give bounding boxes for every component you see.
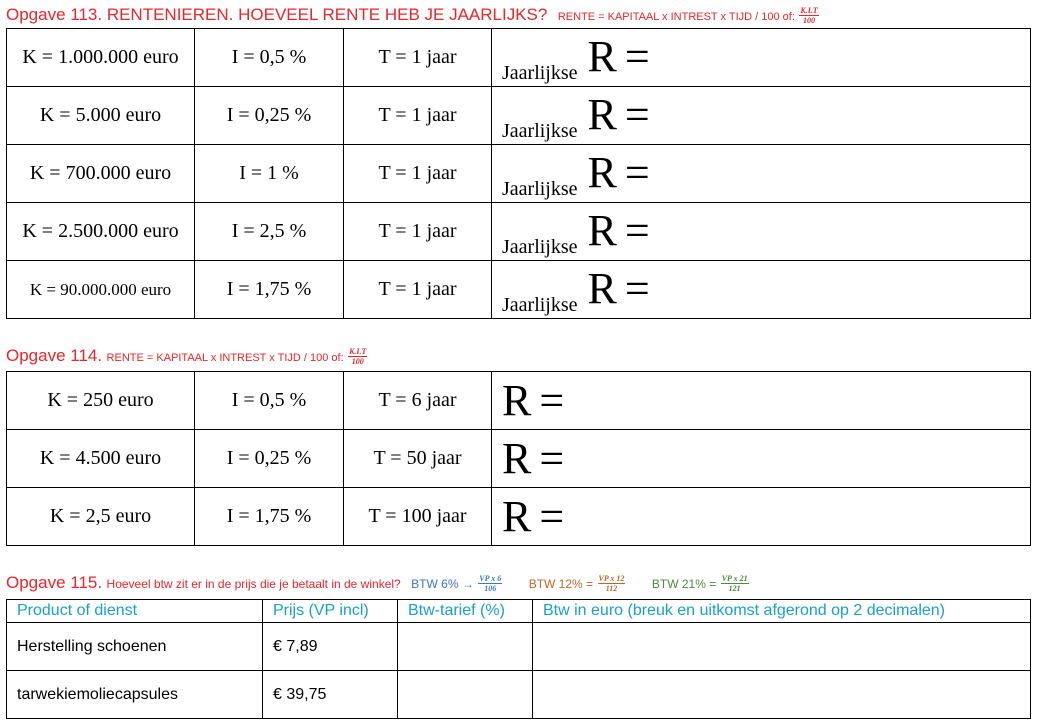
capital-cell: K = 700.000 euro [7,145,195,203]
ex114-formula: RENTE = KAPITAAL x INTREST x TIJD / 100 of: [106,352,344,364]
answer-cell[interactable] [492,87,1031,145]
answer-eq: = [624,31,650,81]
table-row [7,29,1031,87]
answer-r: R [587,263,617,313]
header-rate: Btw-tarief (%) [398,600,533,623]
btw21-num: VP x 21 [721,574,748,584]
rate-cell[interactable] [398,623,533,671]
table-row [7,203,1031,261]
time-cell: T = 100 jaar [344,488,492,546]
header-btw: Btw in euro (breuk en uitkomst afgerond op 2 decimalen) [533,600,1031,623]
table-row [7,671,1031,719]
table-row [7,372,1031,430]
answer-eq: = [624,263,650,313]
table-row [7,488,1031,546]
answer-r: R [502,492,532,541]
btw21-label: BTW 21% = [651,577,717,591]
ex113-title: Opgave 113. RENTENIEREN. HOEVEEL RENTE HEB JE JAARLIJKS? [6,5,548,24]
answer-eq: = [539,434,565,483]
btw6-den: 106 [484,584,497,594]
ex114-table [6,371,1031,546]
btw21-fraction [721,574,749,593]
table-row [7,261,1031,319]
interest-cell: I = 1,75 % [195,261,344,319]
ex114-header [6,346,367,366]
table-row [7,87,1031,145]
answer-cell[interactable] [492,145,1031,203]
capital-cell: K = 2.500.000 euro [7,203,195,261]
capital-cell: K = 5.000 euro [7,87,195,145]
btw12-label: BTW 12% = [528,577,594,591]
time-cell: T = 1 jaar [344,145,492,203]
answer-label: Jaarlijkse [502,235,578,258]
time-cell: T = 6 jaar [344,372,492,430]
capital-cell: K = 1.000.000 euro [7,29,195,87]
ex115-header [6,573,749,593]
interest-cell: I = 0,25 % [195,430,344,488]
ex115-question: Hoeveel btw zit er in de prijs die je betaalt in de winkel? [106,577,401,591]
ex115-title: Opgave 115. [6,573,103,592]
product-cell: tarwekiemoliecapsules [7,671,263,719]
capital-cell: K = 4.500 euro [7,430,195,488]
ex113-frac-den: 100 [803,16,816,26]
btw6-fraction [478,574,502,593]
answer-r: R [502,434,532,483]
price-cell: € 7,89 [263,623,398,671]
rate-cell[interactable] [398,671,533,719]
answer-eq: = [624,147,650,197]
ex115-table [6,599,1031,719]
ex113-header [6,5,819,25]
interest-cell: I = 0,5 % [195,372,344,430]
ex114-frac-den: 100 [351,357,364,367]
ex114-title: Opgave 114. [6,346,103,365]
answer-r: R [587,147,617,197]
btw12-fraction [598,574,626,593]
answer-r: R [587,205,617,255]
interest-cell: I = 2,5 % [195,203,344,261]
btw6-num: VP x 6 [479,574,502,584]
ex114-fraction [348,347,367,366]
price-cell: € 39,75 [263,671,398,719]
time-cell: T = 1 jaar [344,87,492,145]
btw-cell[interactable] [533,623,1031,671]
btw12-den: 112 [605,584,618,594]
product-cell: Herstelling schoenen [7,623,263,671]
answer-eq: = [539,492,565,541]
btw-cell[interactable] [533,671,1031,719]
answer-label: Jaarlijkse [502,61,578,84]
answer-eq: = [539,376,565,425]
capital-cell: K = 90.000.000 euro [7,261,195,319]
interest-cell: I = 1,75 % [195,488,344,546]
answer-r: R [587,31,617,81]
ex113-frac-num: K.I.T [800,6,818,16]
interest-cell: I = 1 % [195,145,344,203]
header-price: Prijs (VP incl) [263,600,398,623]
table-row [7,145,1031,203]
answer-eq: = [624,205,650,255]
answer-label: Jaarlijkse [502,119,578,142]
ex114-frac-num: K.I.T [349,347,367,357]
answer-cell[interactable] [492,203,1031,261]
answer-cell[interactable] [492,488,1031,546]
table-header-row [7,600,1031,623]
answer-r: R [587,89,617,139]
time-cell: T = 1 jaar [344,203,492,261]
ex113-table [6,28,1031,319]
ex113-formula: RENTE = KAPITAAL x INTREST x TIJD / 100 of: [557,11,795,23]
answer-eq: = [624,89,650,139]
answer-cell[interactable] [492,430,1031,488]
time-cell: T = 1 jaar [344,29,492,87]
table-row [7,623,1031,671]
capital-cell: K = 250 euro [7,372,195,430]
answer-cell[interactable] [492,261,1031,319]
header-product: Product of dienst [7,600,263,623]
interest-cell: I = 0,5 % [195,29,344,87]
table-row [7,430,1031,488]
interest-cell: I = 0,25 % [195,87,344,145]
btw12-num: VP x 12 [598,574,625,584]
btw6-label: BTW 6% → [411,577,474,591]
btw21-den: 121 [728,584,741,594]
time-cell: T = 50 jaar [344,430,492,488]
answer-label: Jaarlijkse [502,293,578,316]
answer-r: R [502,376,532,425]
time-cell: T = 1 jaar [344,261,492,319]
answer-label: Jaarlijkse [502,177,578,200]
answer-cell[interactable] [492,29,1031,87]
ex113-fraction [799,6,818,25]
answer-cell[interactable] [492,372,1031,430]
capital-cell: K = 2,5 euro [7,488,195,546]
